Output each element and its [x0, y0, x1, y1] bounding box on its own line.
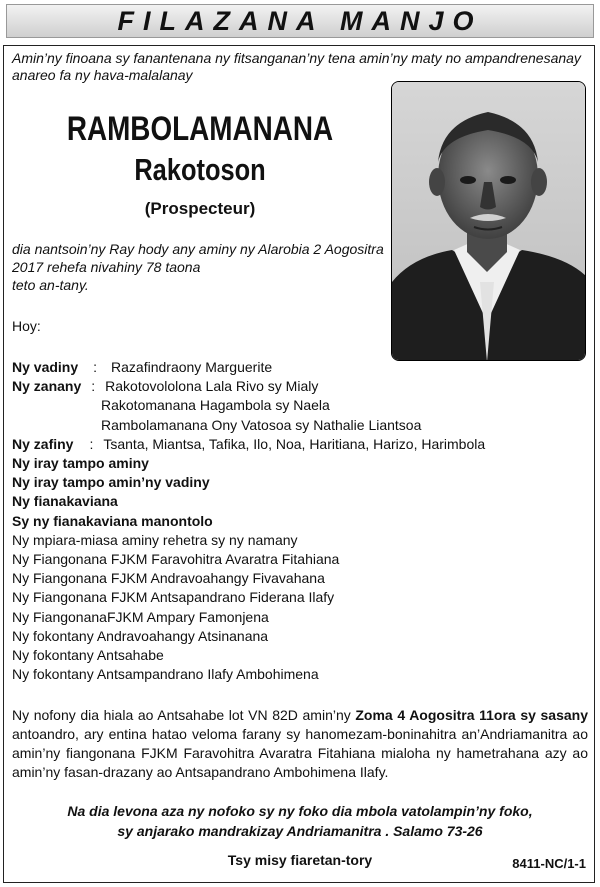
death-line-3: teto an-tany. — [12, 277, 89, 293]
family-bold-line: Sy ny fianakaviana manontolo — [12, 512, 213, 529]
grandchildren-names: Tsanta, Miantsa, Tafika, Ilo, Noa, Haritiana, Harizo, Harimbola — [103, 435, 486, 452]
family-line: Ny Fiangonana FJKM Andravoahangy Fivavahana — [12, 570, 325, 587]
children-label: Ny zanany — [12, 378, 82, 395]
bible-quote — [0, 801, 600, 841]
reference-code: 8411-NC/1-1 — [512, 856, 586, 871]
family-line: Ny mpiara-miasa aminy rehetra sy ny namany — [12, 531, 298, 548]
child-2: Rakotomanana Hagambola sy Naela — [101, 397, 330, 414]
wife-colon: : — [93, 359, 98, 375]
family-bold-line: Ny fianakaviana — [12, 493, 118, 510]
children-row-3 — [12, 416, 592, 435]
family-line: Ny fokontany Antsampandrano Ilafy Ambohimena — [12, 666, 319, 683]
deceased-profession: (Prospecteur) — [144, 199, 256, 218]
children-colon: : — [91, 378, 96, 395]
child-3: Rambolamanana Ony Vatosoa sy Nathalie Liantsoa — [101, 416, 422, 433]
family-bold-line: Ny iray tampo amin’ny vadiny — [12, 474, 210, 491]
notice-title: FILAZANA MANJO — [117, 6, 483, 36]
grandchildren-colon: : — [89, 435, 94, 452]
children-row — [12, 377, 592, 396]
funeral-date: Zoma 4 Aogositra 11ora sy sasany — [355, 707, 588, 723]
notice-header — [6, 4, 594, 38]
grandchildren-row — [12, 435, 592, 454]
family-line: Ny FiangonanaFJKM Ampary Famonjena — [12, 608, 269, 625]
grandchildren-label: Ny zafiny — [12, 435, 74, 452]
death-notice — [12, 240, 390, 294]
family-bold-line: Ny iray tampo aminy — [12, 455, 149, 472]
closing-note: Tsy misy fiaretan-tory — [227, 852, 373, 868]
family-line: Ny fokontany Antsahabe — [12, 647, 164, 664]
quote-line-2: sy anjarako mandrakizay Andriamanitra . Salamo 73-26 — [117, 823, 483, 839]
family-line: Ny Fiangonana FJKM Antsapandrano Fiderana Ilafy — [12, 589, 335, 606]
funeral-text-2: antoandro, ary entina hatao veloma farany sy hanomezam-boninahitra an’Andriamanitra ao amin’ny fiangonana FJKM Faravohitra Avaratra Fitahiana mialoha ny hametrahana azy ao amin’ny fasan-drazany ao Antsapandrano Ambohimena Ilafy. — [12, 726, 588, 780]
deceased-surname: RAMBOLAMANANA — [66, 110, 334, 148]
family-line: Ny Fiangonana FJKM Faravohitra Avaratra Fitahiana — [12, 551, 340, 568]
deceased-name: Rakotoson — [134, 152, 266, 187]
funeral-details — [12, 706, 588, 782]
family-list — [12, 358, 592, 684]
portrait-photo — [391, 81, 586, 361]
death-line-1: dia nantsoin’ny Ray hody any aminy ny Alarobia 2 Aogositra — [12, 241, 384, 257]
intro-text: Amin’ny finoana sy fanantenana ny fitsanganan’ny tena amin’ny maty no ampandrenesanay anareo fa ny hava-malalanay — [12, 50, 581, 83]
portrait-icon — [392, 82, 586, 361]
death-line-2: 2017 rehefa nivahiny 78 taona — [12, 259, 201, 275]
family-line: Ny fokontany Andravoahangy Atsinanana — [12, 627, 269, 644]
wife-label: Ny vadiny — [12, 359, 79, 375]
funeral-text-1: Ny nofony dia hiala ao Antsahabe lot VN 82D amin’ny — [12, 707, 356, 723]
quote-line-1: Na dia levona aza ny nofoko sy ny foko dia mbola vatolampin’ny foko, — [67, 803, 533, 819]
child-1: Rakotovololona Lala Rivo sy Mialy — [105, 378, 319, 395]
hoy-label: Hoy: — [12, 318, 41, 334]
wife-row — [12, 358, 592, 377]
children-row-2 — [12, 396, 592, 415]
wife-name: Razafindraony Marguerite — [111, 359, 273, 375]
